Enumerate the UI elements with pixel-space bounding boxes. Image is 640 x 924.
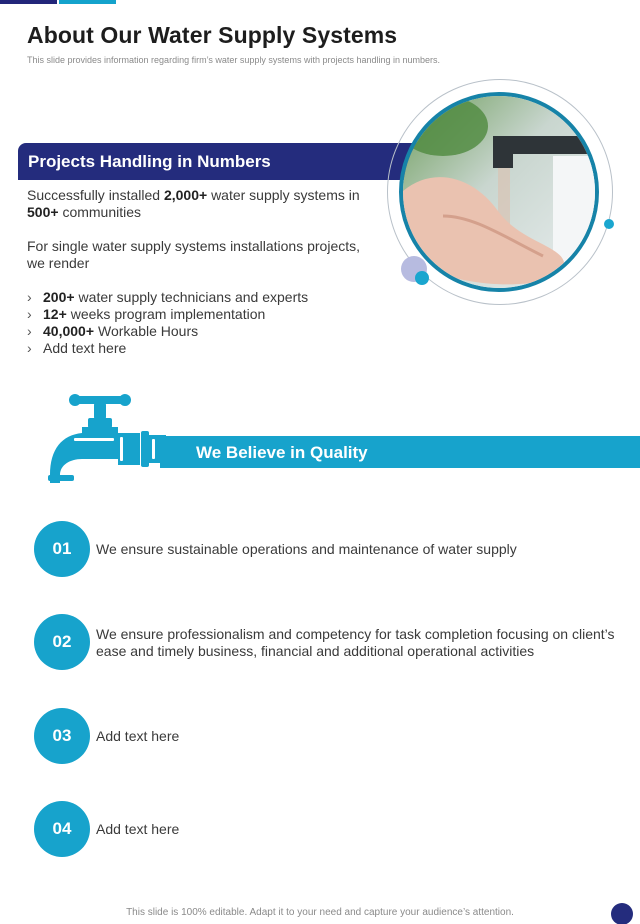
- projects-banner-label: Projects Handling in Numbers: [28, 152, 271, 171]
- chevron-right-icon: ›: [27, 289, 32, 305]
- p1-community-count: 500+: [27, 204, 59, 220]
- chevron-right-icon: ›: [27, 306, 32, 322]
- quality-item-number: 03: [34, 708, 90, 764]
- p1-installed-count: 2,000+: [163, 187, 208, 203]
- p1-text-b: water supply systems in: [211, 187, 360, 203]
- page-subtitle: This slide provides information regarding firm’s water supply systems with projects handling in numbers.: [27, 55, 441, 65]
- bullet-text: weeks program implementation: [70, 306, 266, 322]
- chevron-right-icon: ›: [27, 323, 32, 339]
- bullet-value: 12+: [43, 306, 67, 322]
- list-item: [27, 323, 308, 340]
- bullet-text: Add text here: [43, 340, 127, 356]
- quality-banner: [160, 436, 640, 468]
- page-title: About Our Water Supply Systems: [27, 22, 398, 48]
- quality-banner-label: We Believe in Quality: [196, 443, 368, 462]
- bullet-text: Workable Hours: [98, 323, 199, 339]
- quality-item-text: Add text here: [96, 821, 180, 837]
- quality-item-number: 04: [34, 801, 90, 857]
- corner-decor-dot: [611, 903, 633, 924]
- list-item: [27, 306, 308, 323]
- projects-bullet-list: [27, 289, 308, 357]
- list-item: [27, 340, 308, 357]
- bullet-text: water supply technicians and experts: [78, 289, 309, 305]
- top-accent-bar-navy: [0, 0, 57, 4]
- projects-render-paragraph: For single water supply systems installations projects, we render: [27, 238, 361, 271]
- quality-item-text: We ensure professionalism and competency for task completion focusing on client’s ease and timely business, financial and additional operational activities: [96, 626, 615, 659]
- decor-dot-blue-small: [604, 219, 614, 229]
- list-item: [27, 289, 308, 306]
- hand-water-photo: [399, 92, 599, 292]
- projects-banner: [18, 143, 418, 180]
- bullet-value: 40,000+: [43, 323, 94, 339]
- decor-dot-blue: [415, 271, 429, 285]
- projects-installed-paragraph: [27, 187, 372, 221]
- p1-text-c: communities: [62, 204, 142, 220]
- chevron-right-icon: ›: [27, 340, 32, 356]
- quality-item-text: We ensure sustainable operations and maintenance of water supply: [96, 541, 517, 557]
- faucet-icon: [44, 391, 166, 483]
- quality-item-number: 02: [34, 614, 90, 670]
- top-accent-bar-cyan: [59, 0, 116, 4]
- p1-text-a: Successfully installed: [27, 187, 161, 203]
- quality-item-number: 01: [34, 521, 90, 577]
- bullet-value: 200+: [43, 289, 75, 305]
- quality-item-text: Add text here: [96, 728, 180, 744]
- footer-note: This slide is 100% editable. Adapt it to your need and capture your audience’s attention.: [126, 907, 514, 918]
